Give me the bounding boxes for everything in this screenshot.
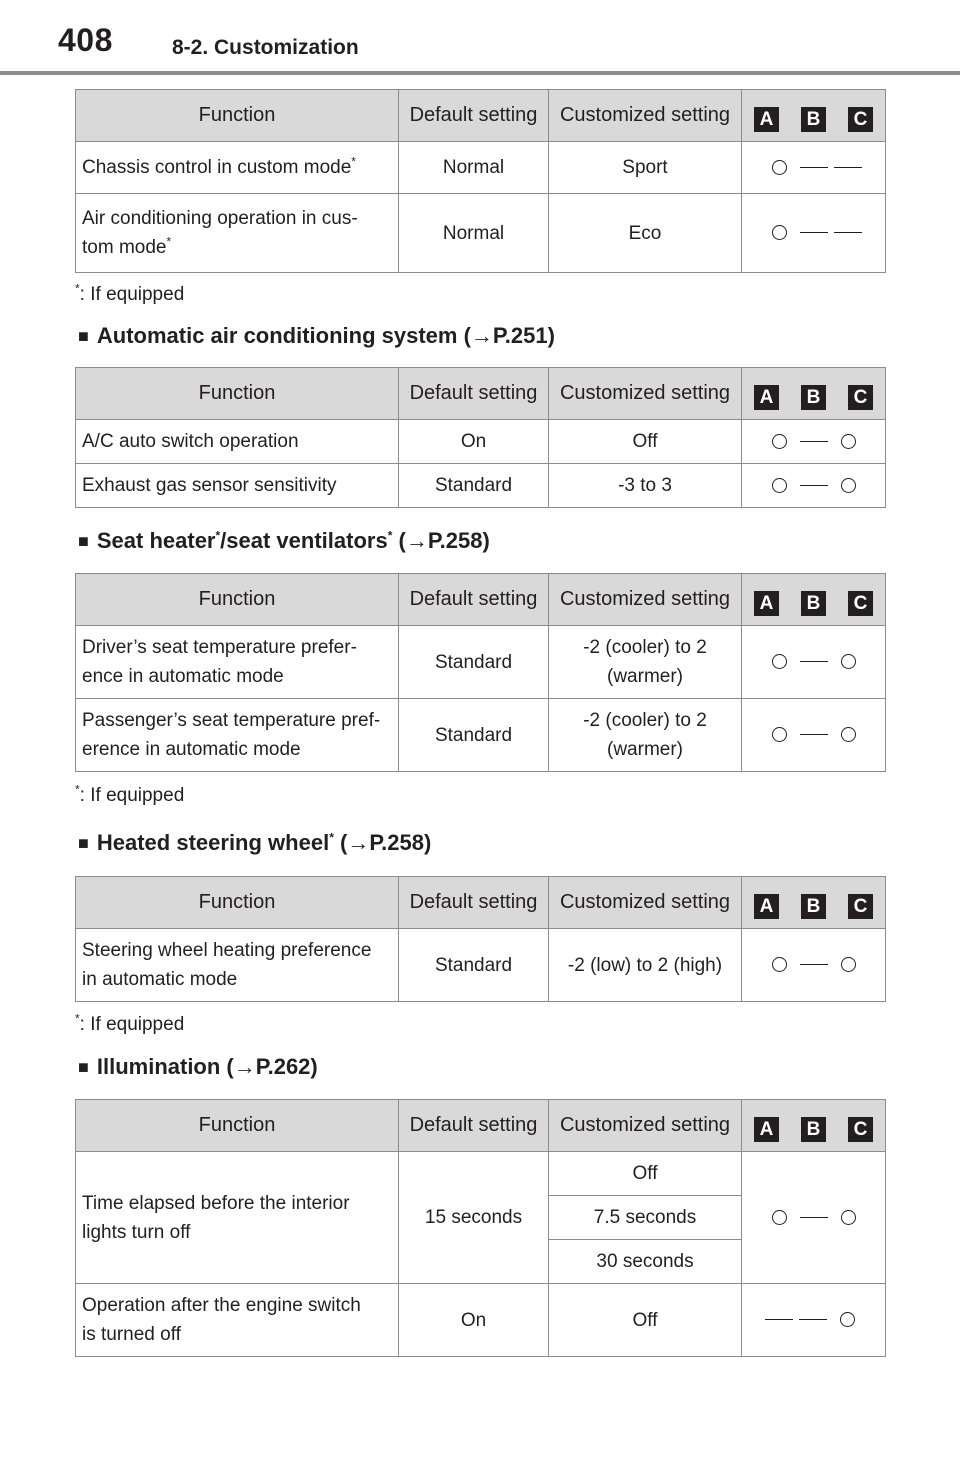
table-row: [76, 142, 886, 194]
function-text-line1: Air conditioning operation in cus-: [82, 208, 358, 229]
default-cell: Standard: [399, 464, 549, 508]
function-text-line1: Steering wheel heating preference: [82, 940, 372, 961]
circle-mark-icon-c: [841, 727, 856, 742]
circle-mark-icon-a: [772, 478, 787, 493]
customized-setting-header: Customized setting: [549, 574, 742, 626]
dash-mark-icon-c: [834, 232, 862, 233]
letter-a-box: A: [754, 107, 779, 132]
dash-mark-icon-b: [800, 1217, 828, 1218]
square-bullet-icon: ■: [78, 833, 89, 853]
table-row: [76, 420, 886, 464]
heading-illumination: ■ Illumination (→P.262): [78, 1054, 318, 1079]
letter-b-box: B: [801, 591, 826, 616]
function-header: Function: [76, 90, 399, 142]
custom-cell: Off: [549, 420, 742, 464]
marks-cell: [742, 699, 886, 772]
customized-setting-header: Customized setting: [549, 877, 742, 929]
function-text-line2: tom mode: [82, 237, 167, 258]
letter-a-box: A: [754, 894, 779, 919]
custom-cell: -2 (cooler) to 2 (warmer): [549, 626, 742, 699]
circle-mark-icon-a: [772, 654, 787, 669]
asterisk: *: [351, 154, 356, 169]
table-header-row: [76, 90, 886, 142]
circle-mark-icon-a: [772, 727, 787, 742]
custom-mode-table: [75, 89, 886, 273]
table-header-row: [76, 1100, 886, 1152]
heading-heated-steering-wheel: ■ Heated steering wheel* (→P.258): [78, 830, 432, 855]
circle-mark-icon-a: [772, 1210, 787, 1225]
letter-b-box: B: [801, 107, 826, 132]
function-cell: [76, 1152, 399, 1284]
function-cell: [76, 699, 399, 772]
table-row: [76, 929, 886, 1002]
letter-c-box: C: [848, 107, 873, 132]
table-header-row: [76, 877, 886, 929]
default-cell: Normal: [399, 142, 549, 194]
custom-cell: -2 (cooler) to 2 (warmer): [549, 699, 742, 772]
function-text-line1: Driver’s seat temperature prefer-: [82, 637, 357, 658]
dash-mark-icon-b: [800, 485, 828, 486]
dash-mark-icon-b: [800, 232, 828, 233]
customized-setting-header: Customized setting: [549, 90, 742, 142]
custom-cell: -3 to 3: [549, 464, 742, 508]
arrow-right-icon: →: [405, 528, 428, 553]
arrow-right-icon: →: [470, 323, 493, 348]
circle-mark-icon-c: [840, 1312, 855, 1327]
letter-a-box: A: [754, 385, 779, 410]
default-setting-header: Default setting: [399, 877, 549, 929]
letter-b-box: B: [801, 1117, 826, 1142]
function-cell: [76, 626, 399, 699]
letter-a-box: A: [754, 591, 779, 616]
function-cell: [76, 194, 399, 273]
function-text: Chassis control in custom mode: [82, 157, 352, 178]
footnote-if-equipped: *: If equipped: [75, 1011, 185, 1035]
default-cell: Standard: [399, 929, 549, 1002]
function-text-line2: erence in automatic mode: [82, 739, 301, 760]
arrow-right-icon: →: [233, 1054, 256, 1079]
function-text-line1: Time elapsed before the interior: [82, 1192, 350, 1214]
marks-cell: [742, 464, 886, 508]
function-text-line2: lights turn off: [82, 1221, 191, 1243]
marks-cell: [742, 420, 886, 464]
custom-option-cell: 7.5 seconds: [549, 1196, 742, 1240]
seat-heater-table: [75, 573, 886, 772]
footnote-if-equipped: *: If equipped: [75, 782, 185, 806]
default-setting-header: Default setting: [399, 368, 549, 420]
default-cell: Normal: [399, 194, 549, 273]
marks-cell: [742, 194, 886, 273]
customized-setting-header: Customized setting: [549, 1100, 742, 1152]
function-cell: A/C auto switch operation: [76, 420, 399, 464]
custom-option-cell: 30 seconds: [549, 1240, 742, 1284]
page-header: [0, 0, 960, 80]
letter-c-box: C: [848, 894, 873, 919]
heading-seat-heater-ventilators: ■ Seat heater*/seat ventilators* (→P.258): [78, 528, 490, 553]
dash-mark-icon-c: [834, 167, 862, 168]
abc-header: [742, 574, 886, 626]
function-text-line2: in automatic mode: [82, 969, 238, 990]
default-cell: On: [399, 420, 549, 464]
custom-cell: Eco: [549, 194, 742, 273]
header-rule: [0, 71, 960, 75]
function-header: Function: [76, 368, 399, 420]
customized-setting-header: Customized setting: [549, 368, 742, 420]
illumination-table: [75, 1099, 886, 1357]
automatic-ac-table: [75, 367, 886, 508]
square-bullet-icon: ■: [78, 326, 89, 346]
dash-mark-icon-b: [800, 964, 828, 965]
circle-mark-icon-c: [841, 478, 856, 493]
table-header-row: [76, 368, 886, 420]
default-setting-header: Default setting: [399, 1100, 549, 1152]
abc-header: [742, 877, 886, 929]
circle-mark-icon-a: [772, 434, 787, 449]
dash-mark-icon-b: [800, 661, 828, 662]
default-setting-header: Default setting: [399, 574, 549, 626]
function-text-line1: Passenger’s seat temperature pref-: [82, 710, 381, 731]
function-header: Function: [76, 1100, 399, 1152]
letter-b-box: B: [801, 385, 826, 410]
square-bullet-icon: ■: [78, 1057, 89, 1077]
square-bullet-icon: ■: [78, 531, 89, 551]
table-row: [76, 1152, 886, 1196]
circle-mark-icon-a: [772, 160, 787, 175]
function-header: Function: [76, 877, 399, 929]
letter-c-box: C: [848, 591, 873, 616]
table-row: [76, 699, 886, 772]
letter-c-box: C: [848, 1117, 873, 1142]
dash-mark-icon-a: [765, 1319, 793, 1320]
function-cell: [76, 929, 399, 1002]
custom-cell: -2 (low) to 2 (high): [549, 929, 742, 1002]
circle-mark-icon-c: [841, 957, 856, 972]
marks-cell: [742, 929, 886, 1002]
table-row: [76, 464, 886, 508]
heated-steering-table: [75, 876, 886, 1002]
dash-mark-icon-b: [800, 167, 828, 168]
default-cell: Standard: [399, 699, 549, 772]
letter-c-box: C: [848, 385, 873, 410]
marks-cell: [742, 1284, 886, 1357]
function-cell: Exhaust gas sensor sensitivity: [76, 464, 399, 508]
function-cell: [76, 142, 399, 194]
circle-mark-icon-c: [841, 1210, 856, 1225]
default-setting-header: Default setting: [399, 90, 549, 142]
dash-mark-icon-b: [800, 441, 828, 442]
table-row: [76, 626, 886, 699]
dash-mark-icon-b: [799, 1319, 827, 1320]
footnote-if-equipped: *: If equipped: [75, 281, 185, 305]
section-title: 8-2. Customization: [172, 36, 359, 59]
function-text-line2: ence in automatic mode: [82, 666, 284, 687]
page-number: 408: [58, 22, 113, 58]
circle-mark-icon-a: [772, 957, 787, 972]
circle-mark-icon-a: [772, 225, 787, 240]
arrow-right-icon: →: [347, 830, 370, 855]
table-row: [76, 1284, 886, 1357]
default-cell: Standard: [399, 626, 549, 699]
dash-mark-icon-b: [800, 734, 828, 735]
letter-b-box: B: [801, 894, 826, 919]
letter-a-box: A: [754, 1117, 779, 1142]
function-header: Function: [76, 574, 399, 626]
default-cell: 15 seconds: [399, 1152, 549, 1284]
marks-cell: [742, 1152, 886, 1284]
function-text-line2: is turned off: [82, 1324, 181, 1345]
custom-cell: Off: [549, 1284, 742, 1357]
asterisk: *: [166, 234, 172, 249]
heading-automatic-air-conditioning: ■ Automatic air conditioning system (→P.251): [78, 323, 555, 348]
abc-header: [742, 90, 886, 142]
table-header-row: [76, 574, 886, 626]
table-row: [76, 194, 886, 273]
marks-cell: [742, 142, 886, 194]
custom-option-cell: Off: [549, 1152, 742, 1196]
function-text-line1: Operation after the engine switch: [82, 1295, 361, 1316]
default-cell: On: [399, 1284, 549, 1357]
circle-mark-icon-c: [841, 434, 856, 449]
abc-header: [742, 1100, 886, 1152]
abc-header: [742, 368, 886, 420]
function-cell: [76, 1284, 399, 1357]
custom-cell: Sport: [549, 142, 742, 194]
marks-cell: [742, 626, 886, 699]
circle-mark-icon-c: [841, 654, 856, 669]
